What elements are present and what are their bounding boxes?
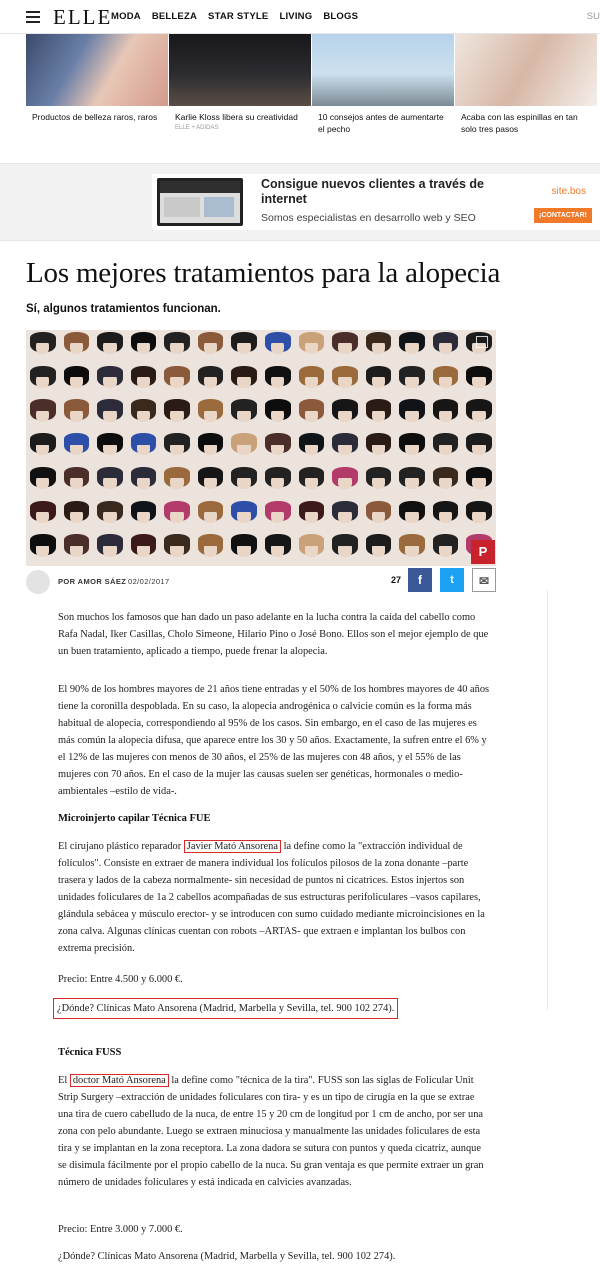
wig-mannequin (127, 364, 161, 398)
elle-logo[interactable]: ELLE (53, 5, 113, 29)
wig-mannequin (328, 532, 362, 566)
related-article-image[interactable] (169, 34, 311, 106)
wig-mannequin (60, 431, 94, 465)
wig-mannequin (261, 532, 295, 566)
wig-mannequin (227, 532, 261, 566)
ad-subtitle: Somos especialistas en desarrollo web y SEO (261, 212, 476, 224)
wig-mannequin (194, 532, 228, 566)
wig-mannequin (362, 397, 396, 431)
wig-mannequin (295, 364, 329, 398)
wig-mannequin (362, 431, 396, 465)
paragraph: El 90% de los hombres mayores de 21 años tiene entradas y el 50% de los hombres mayores de 40 años tiene la coronilla despoblada. En su caso, la alopecia androgénica o calvicie común es la forma más habitual de alopecia, correspondiendo al 95% de los casos. Sin embargo, en el caso de las mujeres es más común la alopecia difusa, que aparece entre los 30 y 50 años. Exactamente, la sufren entre el 6% y el 12% de las mujeres con menos de 30 años, el 25% de las mujeres con 48 años, y el 55% de las mujeres con 70 años. En el caso de la mujer las causas suelen ser genéticas, hormonales o medio-ambientales –estilo de vida-. (58, 684, 490, 797)
wig-mannequin (93, 532, 127, 566)
email-share-button[interactable]: ✉ (472, 568, 496, 592)
wig-mannequin (362, 465, 396, 499)
paragraph: Son muchos los famosos que han dado un paso adelante en la lucha contra la caída del cabello como Rafa Nadal, Iker Casillas, Cholo Simeone, Hilario Pino o José Bono. Ellos son el mejor ejemplo de que un buen tratamiento, aplicado a tiempo, puede frenar la alopecia. (58, 612, 489, 657)
author-avatar (26, 570, 50, 594)
related-article-image[interactable] (455, 34, 597, 106)
wig-mannequin (261, 397, 295, 431)
wig-mannequin (261, 431, 295, 465)
wig-mannequin (194, 431, 228, 465)
wig-mannequin (395, 397, 429, 431)
wig-mannequin (429, 532, 463, 566)
main-menu (111, 11, 369, 22)
share-count: 27 (391, 575, 402, 585)
doctor-link[interactable]: Javier Mató Ansorena (184, 840, 281, 853)
article-subtitle: Sí, algunos tratamientos funcionan. (26, 303, 221, 315)
wig-mannequin (295, 330, 329, 364)
wig-mannequin (26, 465, 60, 499)
wig-mannequin (160, 532, 194, 566)
wig-mannequin (462, 397, 496, 431)
wig-mannequin (26, 330, 60, 364)
wig-mannequin (93, 431, 127, 465)
wig-mannequin (261, 499, 295, 533)
wig-mannequin (194, 499, 228, 533)
wig-mannequin (127, 397, 161, 431)
wig-mannequin (127, 499, 161, 533)
related-articles (26, 34, 600, 149)
wig-mannequin (295, 532, 329, 566)
pinterest-share-button[interactable]: P (471, 540, 495, 564)
wig-mannequin (127, 465, 161, 499)
wig-mannequin (160, 499, 194, 533)
wig-mannequin (227, 364, 261, 398)
wig-mannequin (60, 364, 94, 398)
paragraph: El cirujano plástico reparador Javier Mató Ansorena la define como la "extracción individual de folículos". Consiste en extraer de manera individual los folículos pilosos de la zona donante –parte trasera y lados de la cabeza normalmente- sin necesidad de puntos ni cicatrices. Estos injertos son unidades foliculares de 1a 2 cabellos acompañadas de sus estructuras perifoliculares –vasos capilares, glándula sebácea y músculo erector- y se introducen con sumo cuidado mediante microincisiones en la zona calva. Algunas clínicas cuentan con robots –ARTAS- que extraen e implantan los bulbos con extrema precisión. (58, 841, 485, 954)
wig-mannequin (60, 465, 94, 499)
wig-mannequin (160, 431, 194, 465)
wig-mannequin (429, 364, 463, 398)
article-title: Los mejores tratamientos para la alopecia (26, 257, 501, 289)
wig-mannequin (60, 499, 94, 533)
wig-mannequin (328, 431, 362, 465)
wig-mannequin (194, 330, 228, 364)
expand-icon[interactable] (476, 336, 488, 348)
author-name[interactable]: POR AMOR SÁEZ (58, 577, 127, 586)
related-article-title[interactable]: Acaba con las espinillas en tan solo tres pasos (461, 112, 578, 134)
wig-mannequin (26, 532, 60, 566)
wig-mannequin (194, 397, 228, 431)
publish-date: 02/02/2017 (128, 577, 170, 586)
section-heading: Microinjerto capilar Técnica FUE (58, 813, 211, 824)
sidebar-divider (547, 590, 548, 1010)
clinic-link[interactable]: ¿Dónde? Clínicas Mato Ansorena (Madrid, Marbella y Sevilla, tel. 900 102 274). (53, 998, 398, 1019)
wig-mannequin (194, 364, 228, 398)
nav-item-star-style[interactable]: STAR STYLE (208, 11, 269, 22)
wig-mannequin (295, 499, 329, 533)
wig-mannequin (328, 364, 362, 398)
wig-mannequin (227, 499, 261, 533)
wig-mannequin (93, 465, 127, 499)
ad-banner-area (0, 163, 600, 241)
related-article-title[interactable]: 10 consejos antes de aumentarte el pecho (318, 112, 444, 134)
wig-mannequin (362, 532, 396, 566)
wig-mannequin (328, 499, 362, 533)
top-nav (0, 0, 600, 34)
wig-mannequin (26, 364, 60, 398)
facebook-share-button[interactable]: f (408, 568, 432, 592)
wig-mannequin (227, 330, 261, 364)
price-text: Precio: Entre 4.500 y 6.000 €. (58, 974, 183, 985)
wig-mannequin (462, 499, 496, 533)
section-heading: Técnica FUSS (58, 1047, 122, 1058)
wig-mannequin (395, 532, 429, 566)
wig-mannequin (295, 465, 329, 499)
wig-mannequin (362, 499, 396, 533)
wig-mannequin (160, 397, 194, 431)
wig-mannequin (26, 499, 60, 533)
clinic-info: ¿Dónde? Clínicas Mato Ansorena (Madrid, Marbella y Sevilla, tel. 900 102 274). (58, 1251, 396, 1262)
wig-mannequin (261, 465, 295, 499)
wig-mannequin (395, 465, 429, 499)
wig-mannequin (395, 431, 429, 465)
related-article-image[interactable] (26, 34, 168, 106)
sponsor-label: ELLE + ADIDAS (175, 125, 219, 131)
twitter-share-button[interactable]: t (440, 568, 464, 592)
wig-mannequin (295, 397, 329, 431)
wig-mannequin (429, 397, 463, 431)
related-article-card[interactable] (169, 34, 311, 149)
nav-item-living[interactable]: LIVING (279, 11, 313, 22)
wig-mannequin (93, 364, 127, 398)
ad-laptop-image (157, 178, 243, 226)
wig-mannequin (462, 364, 496, 398)
ad-title[interactable]: Consigue nuevos clientes a través de internet (261, 177, 484, 206)
wig-mannequin (295, 431, 329, 465)
wig-mannequin (328, 397, 362, 431)
wig-mannequin (26, 431, 60, 465)
wig-mannequin (429, 431, 463, 465)
wig-mannequin (93, 330, 127, 364)
menu-icon[interactable] (26, 11, 40, 23)
wig-mannequin (429, 499, 463, 533)
wig-mannequin (60, 330, 94, 364)
clinic-info (58, 998, 492, 1019)
doctor-link[interactable]: doctor Mató Ansorena (70, 1074, 169, 1087)
wig-mannequin (362, 364, 396, 398)
wig-mannequin (160, 364, 194, 398)
related-article-title[interactable]: Productos de belleza raros, raros (32, 112, 158, 122)
nav-item-blogs[interactable]: BLOGS (323, 11, 359, 22)
wig-mannequin (127, 330, 161, 364)
wig-mannequin (395, 499, 429, 533)
wig-mannequin (227, 465, 261, 499)
wig-mannequin (261, 330, 295, 364)
paragraph: El doctor Mató Ansorena la define como "técnica de la tira". FUSS son las siglas de Folicular Unit Strip Surgery –extracción de unidades foliculares con tira- y es un tipo de cirugía en la que se extrae una tira de cuero cabelludo de la nuca, de entre 15 y 20 cm de longitud por 1 cm de ancho, por ser una zona con pelo abundante. Luego se extraen minuciosa y manualmente las unidades foliculares de esta tira y se implantan en la zona receptora. La zona dadora se sutura con puntos y queda cicatriz, aunque se disimula fácilmente por el propio cabello de la nuca. Su gran ventaja es que permite extraer un gran número de unidades foliculares y está indicada en calvicies avanzadas. (58, 1075, 484, 1188)
related-article-image[interactable] (312, 34, 454, 106)
wig-mannequin (429, 465, 463, 499)
wig-mannequin (127, 532, 161, 566)
wig-mannequin (395, 364, 429, 398)
ad-contact-button[interactable]: ¡CONTACTAR! (534, 208, 592, 223)
related-article-card[interactable] (26, 34, 168, 149)
wig-mannequin (160, 330, 194, 364)
wig-mannequin (429, 330, 463, 364)
wig-mannequin (261, 364, 295, 398)
wig-display-photo (26, 330, 496, 566)
wig-mannequin (462, 431, 496, 465)
wig-mannequin (26, 397, 60, 431)
ad-banner[interactable] (152, 174, 600, 230)
hero-image[interactable] (26, 330, 496, 566)
wig-mannequin (227, 397, 261, 431)
wig-mannequin (60, 532, 94, 566)
subscribe-link[interactable]: SU (586, 11, 600, 22)
nav-item-belleza[interactable]: BELLEZA (151, 11, 198, 22)
wig-mannequin (93, 499, 127, 533)
byline (26, 567, 496, 595)
related-article-card[interactable] (312, 34, 454, 149)
nav-item-moda[interactable]: MODA (111, 11, 141, 22)
wig-mannequin (127, 431, 161, 465)
wig-mannequin (395, 330, 429, 364)
wig-mannequin (462, 465, 496, 499)
wig-mannequin (93, 397, 127, 431)
price-text: Precio: Entre 3.000 y 7.000 €. (58, 1224, 183, 1235)
wig-mannequin (328, 330, 362, 364)
ad-brand-logo: site.bos (551, 186, 586, 197)
wig-mannequin (194, 465, 228, 499)
wig-mannequin (160, 465, 194, 499)
wig-mannequin (328, 465, 362, 499)
related-article-card[interactable] (455, 34, 597, 149)
related-article-title[interactable]: Karlie Kloss libera su creatividad (175, 112, 298, 122)
wig-mannequin (60, 397, 94, 431)
wig-mannequin (227, 431, 261, 465)
wig-mannequin (362, 330, 396, 364)
